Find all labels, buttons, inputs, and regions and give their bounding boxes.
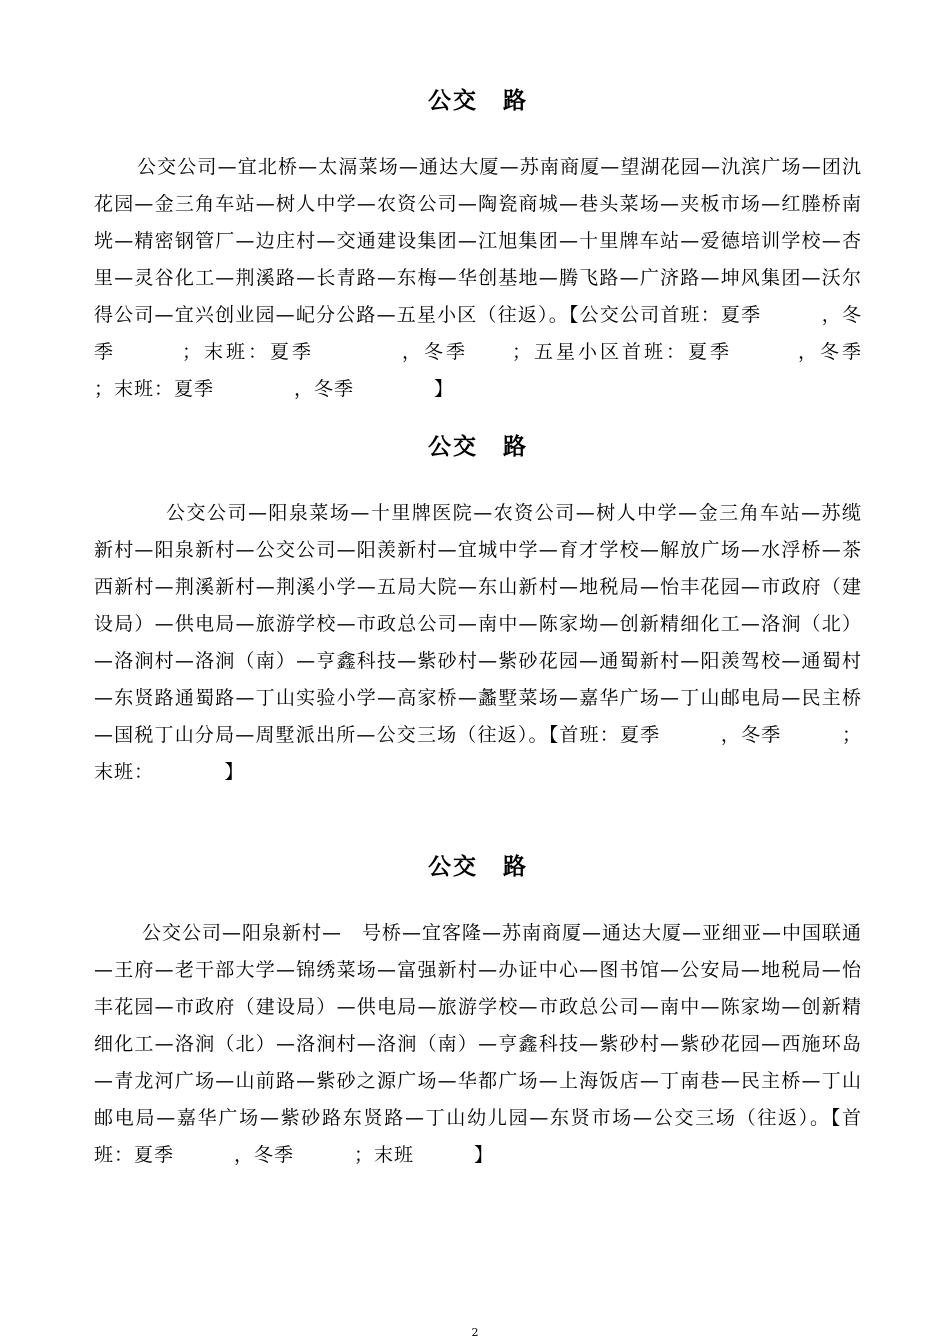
route-description: 公交公司—阳泉新村— 号桥—宜客隆—苏南商厦—通达大厦—亚细亚—中国联通—王府—老干部大学—锦绣菜场—富强新村—办证中心—图书馆—公安局—地税局—怡丰花园—市政府（建设局）—供电局—旅游学校—市政总公司—南中—陈家坳—创新精细化工—洛涧（北）—洛涧村—洛涧（南）—亨鑫科技—紫砂村—紫砂花园—西施环岛—青龙河广场—山前路—紫砂之源广场—华都广场—上海饭店—丁南巷—民主桥—丁山邮电局—嘉华广场—紫砂路东贤路—丁山幼儿园—东贤市场—公交三场（往返）。【首班：夏季 ，冬季 ；末班 】: [94, 922, 863, 1166]
route-section-2: [94, 432, 862, 791]
route-section-3: [94, 852, 862, 1174]
route-section-1: [94, 86, 923, 408]
route-title: 公交 路: [428, 88, 528, 114]
route-title: 公交 路: [428, 434, 528, 460]
route-title: 公交 路: [428, 854, 528, 880]
route-description: 公交公司—宜北桥—太滆菜场—通达大厦—苏南商厦—望湖花园—氿滨广场—团氿花园—金三角车站—树人中学—农资公司—陶瓷商城—巷头菜场—夹板市场—红塍桥南垙—精密钢管厂—边庄村—交通建设集团—江旭集团—十里牌车站—爱德培训学校—杏里—灵谷化工—荆溪路—长青路—东梅—华创基地—腾飞路—广济路—坤风集团—沃尔得公司—宜兴创业园—屺分公路—五星小区（往返）。【公交公司首班：夏季 ，冬季 ；末班：夏季 ，冬季 ；五星小区首班：夏季 ，冬季 ；末班：夏季 ，冬季 】: [94, 156, 923, 400]
route-description: 公交公司—阳泉菜场—十里牌医院—农资公司—树人中学—金三角车站—苏缆新村—阳泉新村—公交公司—阳羡新村—宜城中学—育才学校—解放广场—水浮桥—茶西新村—荆溪新村—荆溪小学—五局大院—东山新村—地税局—怡丰花园—市政府（建设局）—供电局—旅游学校—市政总公司—南中—陈家坳—创新精细化工—洛涧（北）—洛涧村—洛涧（南）—亨鑫科技—紫砂村—紫砂花园—通蜀新村—阳羡驾校—通蜀村—东贤路通蜀路—丁山实验小学—高家桥—蠡墅菜场—嘉华广场—丁山邮电局—民主桥—国税丁山分局—周墅派出所—公交三场（往返）。【首班：夏季 ，冬季 ；末班： 】: [94, 502, 862, 783]
page-number: 2: [471, 1326, 479, 1339]
